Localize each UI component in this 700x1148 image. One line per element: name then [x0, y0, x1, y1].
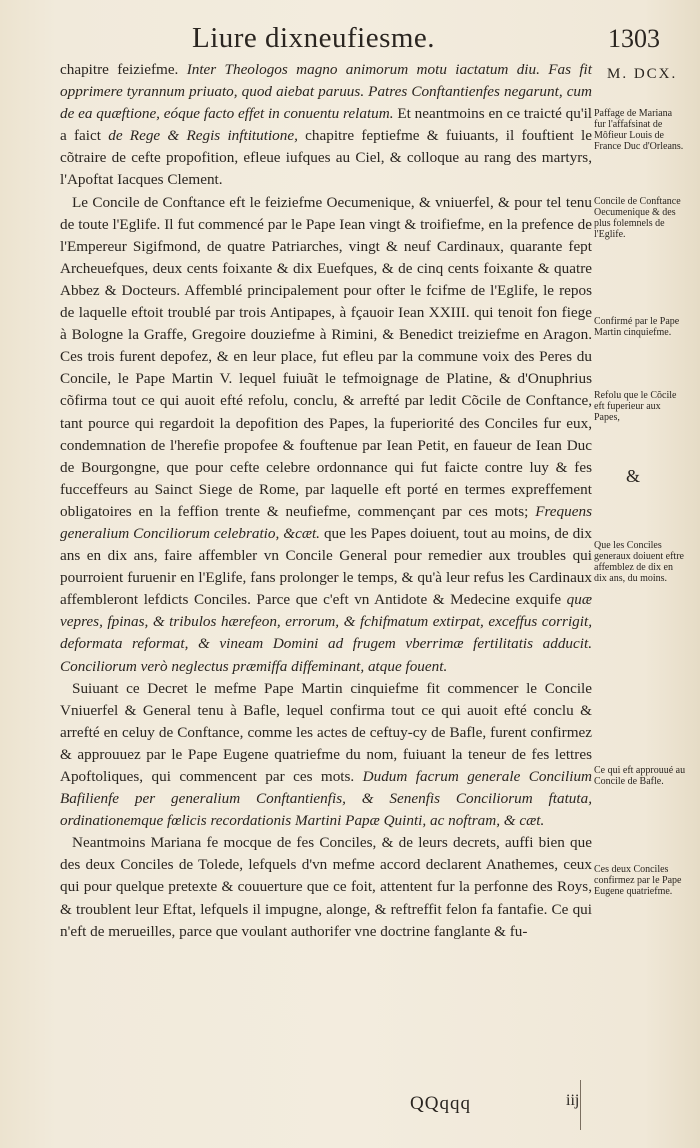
margin-note-mariana: Paffage de Mariana fur l'affafsinat de Môfieur Louis de France Duc d'Orleans.	[594, 108, 684, 152]
paragraph-3: Suiuant ce Decret le mefme Pape Martin cinquiefme fit commencer le Concile Vniuerfel & General tenu à Bafle, lequel confirma tout ce qui auoit efté conclu & arrefté en celuy de Conftance, comme les actes de ceftuy-cy de Bafle, furent confirmez & approuuez par le Pape Eugene quatriefme du nom, fuiuant la teneur de fes lettres Apoftoliques, qui commencent par ces mots. Dudum facrum generale Concilium Bafilienfe per generalium Conftantienfis, & Senenfis Conciliorum ftatuta, ordinationemque fœlicis recordationis Martini Papæ Quinti, ac noftram, & cæt.	[60, 679, 593, 830]
margin-note-basle: Ce qui eft approuué au Concile de Bafle.	[594, 765, 686, 787]
page-number: 1303	[608, 24, 660, 53]
margin-note-martin: Confirmé par le Pape Martin cinquiefme.	[594, 316, 680, 338]
paragraph-2: Le Concile de Conftance eft le feiziefme Oecumenique, & vniuerfel, & pour tel tenu de toute l'Eglife. Il fut commencé par le Pape Iean vingt & troifiefme, en la prefence de l'Empereur Sigifmond, de quatre Patriarches, vingt & neuf Cardinaux, quarante fept Archeuefques, deux cents foixante & dix Euefques, & de cinq cents foixante & quatre Abbez & Docteurs. Affemblé principalement pour ofter le fcifme de l'Eglife, le repos de laquelle eftoit troublé par trois Antipapes, à fçauoir Iean XXIII. qui tenoit fon fiege à Bologne la Graffe, Gregoire douziefme à Rimini, & Benedict treiziefme en Aragon. Ces trois furent depofez, & en leur place, fut efleu par la commune voix des Peres du Concile, le Pape Martin V. lequel fuiuãt le tefmoignage de Platine, & d'Onuphrius cõfirma tout ce qui auoit efté refolu, conclu, & arrefté par ledit Cõcile de Conftance, tant pource qui regardoit la depofition des Papes, la fuperiorité des Conciles fur eux, condemnation de l'herefie propofee & fouftenue par Iean Petit, en faueur de Iean Duc de Bourgongne, que pour cefte celebre ordonnance qui fut faicte contre luy & fes fucceffeurs au Sainct Siege de Rome, par laquelle eft porté en termes expreffement obligatoires en la feffion trente & neufiefme, commençant par ces mots; Frequens generalium Conciliorum celebratio, &cæt. que les Papes doiuent, tout au moins, de dix ans en dix ans, faire affembler vn Concile General pour remedier aux troubles qui pourroient furuenir en l'Eglife, fans prolonger le temps, & qu'à leur refus les Cardinaux affembleront lefdicts Conciles. Parce que c'eft vn Antidote & Medecine exquife quæ vepres, fpinas, & tribulos hærefeon, errorum, & fchifmatum extirpat, exceffus corrigit, deformata reformat, & vineam Domini ad frugem vberrimæ fertilitatis adducit. Conciliorum verò neglectus præmiffa diffeminant, atque fouent.	[60, 193, 592, 675]
running-title: Liure dixneufiesme.	[192, 22, 436, 54]
margin-note-councils: Que les Conciles generaux doiuent eftre affemblez de dix en dix ans, du moins.	[594, 540, 684, 584]
main-text	[60, 59, 592, 943]
margin-note-constance: Concile de Conftance Oecumenique & des plus folemnels de l'Eglife.	[594, 196, 681, 240]
year-marker: M. DCX.	[607, 66, 678, 82]
margin-rule	[580, 1080, 581, 1130]
margin-note-superior: Refolu que le Cõcile eft fuperieur aux Papes,	[594, 390, 677, 423]
catchword: iij	[566, 1092, 580, 1109]
paragraph-1: chapitre feiziefme. Inter Theologos magno animorum motu iactatum diu. Fas fit opprimere tyrannum priuato, quod aiebat paruus. Patres Conftantienfes negarunt, cum de ea quæftione, eóque facto effet in conuentu relatum. Et neantmoins en ce traicté qu'il a faict de Rege & Regis inftitutione, chapitre feptiefme & fuiuants, il fouftient le cõtraire de cefte propofition, efleue iufques au Ciel, & colloque au rang des martyrs, l'Apoftat Iacques Clement.	[60, 61, 593, 189]
margin-note-ampersand: &	[626, 466, 641, 486]
paragraph-4: Neantmoins Mariana fe mocque de fes Conciles, & de leurs decrets, auffi bien que des deux Conciles de Tolede, lefquels d'vn mefme accord declarent Anathemes, ceux qui pour quelque pretexte & couuerture que ce foit, attentent fur la perfonne des Roys, & troublent leur Eftat, lefquels il impugne, alonge, & reftreffit felon fa fantafie. Ce qui n'eft de merueilles, parce que voulant authorifer vne doctrine fanglante & fu-	[60, 834, 592, 940]
page-header	[60, 22, 660, 58]
margin-note-eugene: Ces deux Conciles confirmez par le Pape Eugene quatriefme.	[594, 864, 682, 897]
signature-mark: QQqqq	[410, 1093, 471, 1114]
